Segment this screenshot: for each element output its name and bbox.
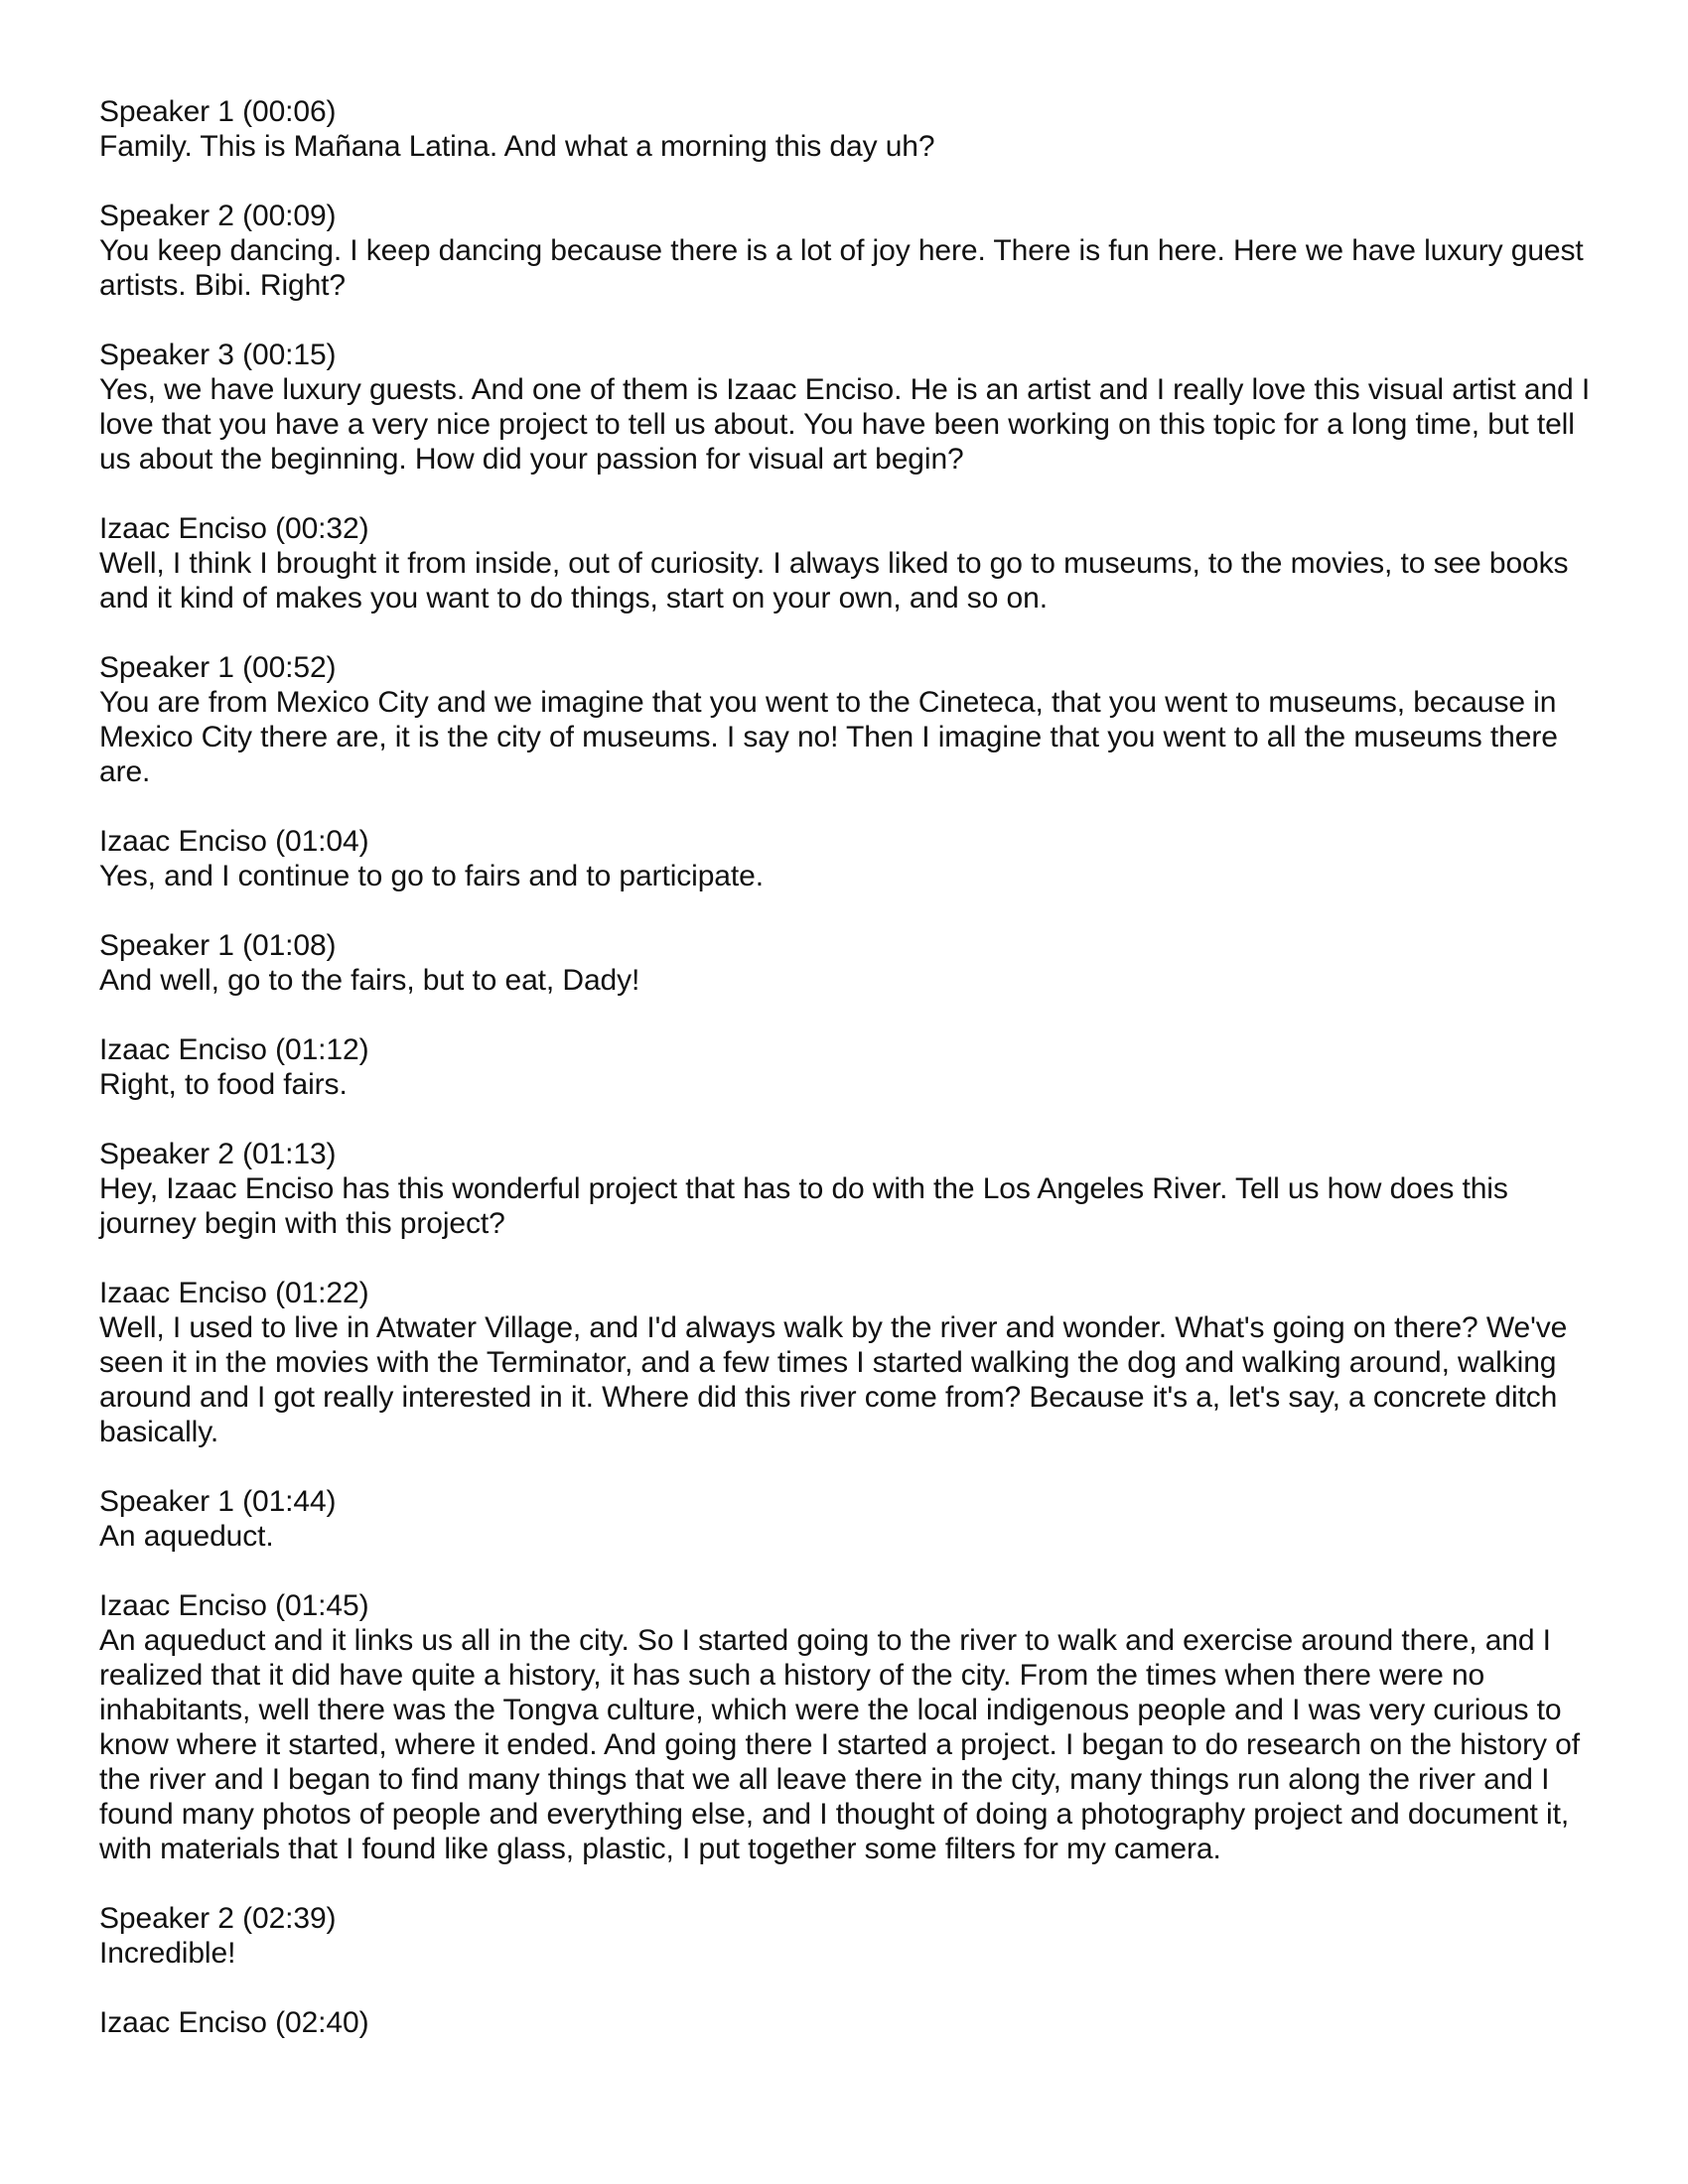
speaker-label: Speaker 1 (01:44) xyxy=(99,1485,337,1518)
speaker-label: Speaker 1 (00:06) xyxy=(99,95,337,128)
transcript-entry xyxy=(99,338,1599,477)
speaker-label: Izaac Enciso (02:40) xyxy=(99,2006,369,2039)
utterance-text: Right, to food fairs. xyxy=(99,1068,348,1101)
speaker-label: Izaac Enciso (00:32) xyxy=(99,512,369,545)
utterance-text: Well, I used to live in Atwater Village, and I'd always walk by the river and wonder. What's going on there? We've seen it in the movies with the Terminator, and a few times I started walking the dog and walking around, walking around and I got really interested in it. Where did this river come from? Because it's a, let's say, a concrete ditch basically. xyxy=(99,1311,1568,1448)
transcript-page xyxy=(99,94,1599,2075)
utterance-text: And well, go to the fairs, but to eat, Dady! xyxy=(99,964,640,997)
speaker-label: Speaker 1 (00:52) xyxy=(99,651,337,684)
speaker-label: Izaac Enciso (01:04) xyxy=(99,825,369,858)
utterance-text: An aqueduct. xyxy=(99,1520,274,1553)
transcript-entry xyxy=(99,1484,1599,1554)
speaker-label: Izaac Enciso (01:12) xyxy=(99,1033,369,1066)
utterance-text: You keep dancing. I keep dancing because there is a lot of joy here. There is fun here. Here we have luxury guest artists. Bibi. Right? xyxy=(99,234,1584,302)
transcript-entry xyxy=(99,2005,1599,2040)
speaker-label: Speaker 2 (01:13) xyxy=(99,1138,337,1170)
utterance-text: Hey, Izaac Enciso has this wonderful project that has to do with the Los Angeles River. Tell us how does this journey begin with this project? xyxy=(99,1172,1508,1240)
transcript-entry xyxy=(99,928,1599,998)
speaker-label: Speaker 1 (01:08) xyxy=(99,929,337,962)
transcript-entry xyxy=(99,199,1599,303)
utterance-text: Yes, we have luxury guests. And one of them is Izaac Enciso. He is an artist and I really love this visual artist and I love that you have a very nice project to tell us about. You have been working on this topic for a long time, but tell us about the beginning. How did your passion for visual art begin? xyxy=(99,373,1591,476)
transcript-entry xyxy=(99,1137,1599,1241)
utterance-text: You are from Mexico City and we imagine that you went to the Cineteca, that you went to museums, because in Mexico City there are, it is the city of museums. I say no! Then I imagine that you went to all the museums there are. xyxy=(99,686,1558,788)
speaker-label: Speaker 2 (00:09) xyxy=(99,200,337,232)
transcript-entry xyxy=(99,94,1599,164)
transcript-entry xyxy=(99,1588,1599,1866)
transcript-entry xyxy=(99,1032,1599,1102)
utterance-text: Family. This is Mañana Latina. And what a morning this day uh? xyxy=(99,130,935,163)
utterance-text: Incredible! xyxy=(99,1937,236,1970)
utterance-text: An aqueduct and it links us all in the city. So I started going to the river to walk and exercise around there, and I realized that it did have quite a history, it has such a history of the city. From the times when there were no inhabitants, well there was the Tongva culture, which were the local indigenous people and I was very curious to know where it started, where it ended. And going there I started a project. I began to do research on the history of the river and I began to find many things that we all leave there in the city, many things run along the river and I found many photos of people and everything else, and I thought of doing a photography project and document it, with materials that I found like glass, plastic, I put together some filters for my camera. xyxy=(99,1624,1580,1865)
speaker-label: Speaker 2 (02:39) xyxy=(99,1902,337,1935)
utterance-text: Well, I think I brought it from inside, out of curiosity. I always liked to go to museums, to the movies, to see books and it kind of makes you want to do things, start on your own, and so on. xyxy=(99,547,1569,614)
transcript-entry xyxy=(99,824,1599,893)
transcript-entry xyxy=(99,1901,1599,1971)
transcript-entry xyxy=(99,650,1599,789)
speaker-label: Izaac Enciso (01:22) xyxy=(99,1277,369,1309)
transcript-entry xyxy=(99,1276,1599,1449)
speaker-label: Izaac Enciso (01:45) xyxy=(99,1589,369,1622)
speaker-label: Speaker 3 (00:15) xyxy=(99,339,337,371)
transcript-entry xyxy=(99,511,1599,615)
utterance-text: Yes, and I continue to go to fairs and to participate. xyxy=(99,860,764,892)
